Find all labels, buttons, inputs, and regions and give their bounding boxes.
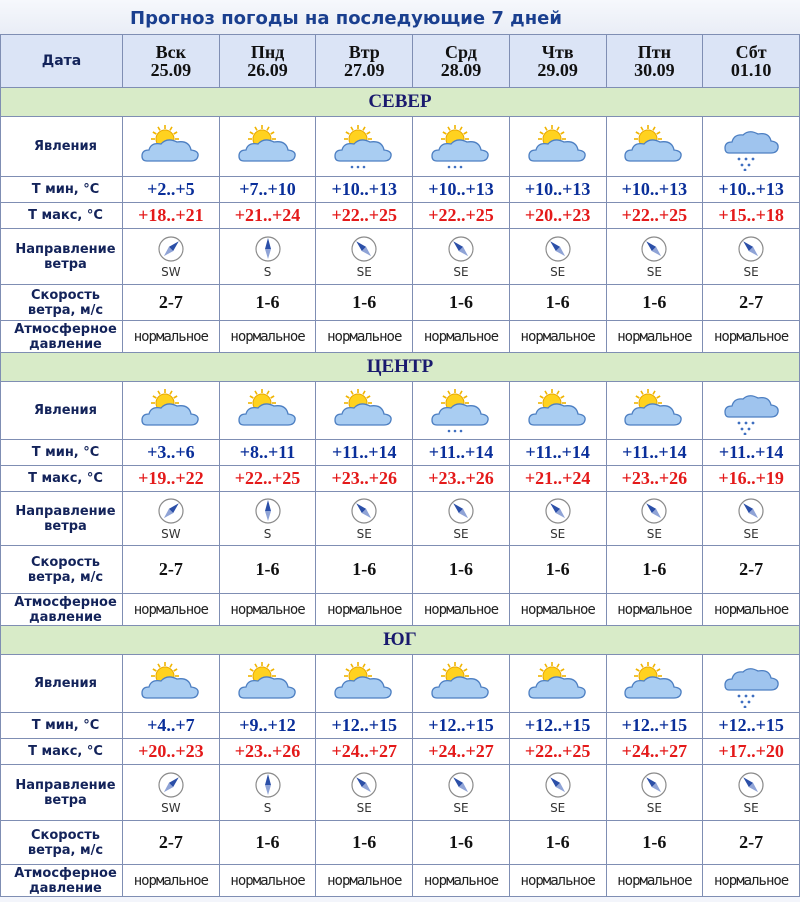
pressure-value: нормальное xyxy=(703,865,800,897)
region-name: ЦЕНТР xyxy=(1,353,800,382)
wind-speed-row xyxy=(1,821,800,865)
header-row xyxy=(1,35,800,88)
wind-direction-label: SE xyxy=(646,264,662,279)
wind-direction-cell xyxy=(509,765,606,821)
compass-icon xyxy=(220,497,316,525)
day-header xyxy=(509,35,606,88)
pressure-value: нормальное xyxy=(316,321,413,353)
sun-cloud-icon xyxy=(413,660,509,708)
sun-cloud-icon xyxy=(316,660,412,708)
wind-speed-value: 2-7 xyxy=(703,821,800,865)
pressure-value: нормальное xyxy=(509,865,606,897)
row-label-pressure: Атмосферное давление xyxy=(1,594,123,626)
sun-cloud-icon xyxy=(510,123,606,171)
wind-direction-label: SE xyxy=(356,526,372,541)
day-header xyxy=(219,35,316,88)
tmin-value: +3..+6 xyxy=(123,440,220,466)
weather-cell xyxy=(316,382,413,440)
wind-speed-value: 1-6 xyxy=(413,821,510,865)
wind-direction-label: SW xyxy=(161,264,181,279)
wind-direction-cell xyxy=(123,229,220,285)
compass-icon xyxy=(510,497,606,525)
weather-cell xyxy=(219,655,316,713)
pressure-row xyxy=(1,321,800,353)
wind-direction-label: SE xyxy=(453,264,469,279)
weather-cell xyxy=(123,117,220,177)
compass-icon xyxy=(316,497,412,525)
pressure-value: нормальное xyxy=(413,321,510,353)
tmax-value: +22..+25 xyxy=(219,466,316,492)
tmin-row xyxy=(1,440,800,466)
day-date: 30.09 xyxy=(634,60,675,80)
tmin-value: +10..+13 xyxy=(413,177,510,203)
tmax-value: +17..+20 xyxy=(703,739,800,765)
wind-direction-row xyxy=(1,492,800,546)
wind-direction-cell xyxy=(219,492,316,546)
tmin-row xyxy=(1,713,800,739)
tmax-value: +22..+25 xyxy=(316,203,413,229)
tmin-value: +4..+7 xyxy=(123,713,220,739)
tmax-value: +23..+26 xyxy=(316,466,413,492)
compass-icon xyxy=(703,497,799,525)
pressure-value: нормальное xyxy=(413,865,510,897)
weather-cell xyxy=(413,382,510,440)
tmax-value: +23..+26 xyxy=(413,466,510,492)
region-row xyxy=(1,626,800,655)
tmax-value: +21..+24 xyxy=(509,466,606,492)
tmax-row xyxy=(1,203,800,229)
row-label-tmax: Т макс, °С xyxy=(1,739,123,765)
sun-cloud-light-rain-icon xyxy=(316,123,412,171)
compass-icon xyxy=(123,497,219,525)
wind-direction-cell xyxy=(316,492,413,546)
compass-icon xyxy=(607,235,703,263)
wind-direction-label: SW xyxy=(161,526,181,541)
weather-cell xyxy=(606,655,703,713)
weather-cell xyxy=(123,655,220,713)
wind-speed-value: 1-6 xyxy=(219,285,316,321)
day-date: 28.09 xyxy=(440,60,482,80)
tmin-value: +9..+12 xyxy=(219,713,316,739)
sun-cloud-icon xyxy=(220,387,316,435)
wind-direction-label: SE xyxy=(743,526,759,541)
wind-direction-label: S xyxy=(263,264,272,279)
pressure-value: нормальное xyxy=(316,594,413,626)
tmin-value: +12..+15 xyxy=(316,713,413,739)
row-label-pressure: Атмосферное давление xyxy=(1,321,123,353)
pressure-value: нормальное xyxy=(219,594,316,626)
day-date: 25.09 xyxy=(150,60,192,80)
wind-speed-value: 1-6 xyxy=(509,821,606,865)
wind-speed-value: 1-6 xyxy=(316,546,413,594)
page-title: Прогноз погоды на последующие 7 дней xyxy=(130,8,562,29)
tmax-value: +19..+22 xyxy=(123,466,220,492)
pressure-value: нормальное xyxy=(606,321,703,353)
pressure-value: нормальное xyxy=(316,865,413,897)
wind-direction-cell xyxy=(413,492,510,546)
wind-direction-label: SE xyxy=(453,526,469,541)
compass-icon xyxy=(413,235,509,263)
phenomena-row xyxy=(1,655,800,713)
compass-icon xyxy=(607,771,703,799)
compass-icon xyxy=(220,235,316,263)
row-label-tmax: Т макс, °С xyxy=(1,466,123,492)
wind-direction-label: SE xyxy=(356,264,372,279)
weather-cell xyxy=(509,655,606,713)
tmin-value: +11..+14 xyxy=(509,440,606,466)
sun-cloud-icon xyxy=(510,387,606,435)
page-title-bar xyxy=(0,0,800,34)
sun-cloud-icon xyxy=(316,387,412,435)
wind-direction-cell xyxy=(606,492,703,546)
sun-cloud-icon xyxy=(123,660,219,708)
tmin-value: +11..+14 xyxy=(316,440,413,466)
date-header-label: Дата xyxy=(1,35,123,88)
tmin-value: +10..+13 xyxy=(703,177,800,203)
row-label-phenomena: Явления xyxy=(1,117,123,177)
day-date: 26.09 xyxy=(247,60,288,80)
weather-cell xyxy=(219,382,316,440)
wind-direction-label: S xyxy=(263,800,272,815)
day-name: Чтв xyxy=(541,42,574,62)
wind-direction-cell xyxy=(606,765,703,821)
sun-cloud-icon xyxy=(607,387,703,435)
wind-speed-value: 1-6 xyxy=(316,821,413,865)
row-label-phenomena: Явления xyxy=(1,655,123,713)
pressure-value: нормальное xyxy=(123,865,220,897)
tmax-value: +24..+27 xyxy=(413,739,510,765)
cloud-rain-icon xyxy=(703,660,799,708)
sun-cloud-light-rain-icon xyxy=(413,387,509,435)
day-name: Сбт xyxy=(735,42,767,62)
compass-icon xyxy=(413,497,509,525)
wind-speed-value: 1-6 xyxy=(413,546,510,594)
day-name: Втр xyxy=(348,42,380,62)
tmax-value: +18..+21 xyxy=(123,203,220,229)
phenomena-row xyxy=(1,117,800,177)
sun-cloud-icon xyxy=(123,123,219,171)
row-label-tmin: Т мин, °С xyxy=(1,713,123,739)
compass-icon xyxy=(123,771,219,799)
compass-icon xyxy=(220,771,316,799)
tmin-value: +2..+5 xyxy=(123,177,220,203)
tmax-value: +21..+24 xyxy=(219,203,316,229)
tmax-row xyxy=(1,739,800,765)
tmax-value: +23..+26 xyxy=(219,739,316,765)
tmin-value: +12..+15 xyxy=(413,713,510,739)
wind-direction-label: SE xyxy=(550,526,566,541)
wind-speed-value: 2-7 xyxy=(703,285,800,321)
compass-icon xyxy=(413,771,509,799)
row-label-tmax: Т макс, °С xyxy=(1,203,123,229)
wind-direction-cell xyxy=(123,765,220,821)
compass-icon xyxy=(510,235,606,263)
wind-direction-cell xyxy=(509,229,606,285)
pressure-value: нормальное xyxy=(509,594,606,626)
row-label-wind-direction: Направление ветра xyxy=(1,765,123,821)
wind-speed-value: 1-6 xyxy=(219,821,316,865)
wind-speed-value: 2-7 xyxy=(703,546,800,594)
row-label-tmin: Т мин, °С xyxy=(1,177,123,203)
tmax-value: +24..+27 xyxy=(316,739,413,765)
wind-speed-value: 1-6 xyxy=(509,285,606,321)
compass-icon xyxy=(316,771,412,799)
tmax-row xyxy=(1,466,800,492)
tmin-value: +12..+15 xyxy=(703,713,800,739)
row-label-wind-speed: Скорость ветра, м/с xyxy=(1,285,123,321)
compass-icon xyxy=(316,235,412,263)
tmin-value: +7..+10 xyxy=(219,177,316,203)
wind-direction-label: SE xyxy=(646,800,662,815)
weather-cell xyxy=(316,655,413,713)
pressure-row xyxy=(1,865,800,897)
tmin-value: +11..+14 xyxy=(606,440,703,466)
sun-cloud-icon xyxy=(510,660,606,708)
wind-direction-cell xyxy=(509,492,606,546)
tmin-value: +8..+11 xyxy=(219,440,316,466)
wind-direction-label: S xyxy=(263,526,272,541)
day-header xyxy=(413,35,510,88)
wind-direction-label: SE xyxy=(550,264,566,279)
row-label-wind-speed: Скорость ветра, м/с xyxy=(1,821,123,865)
pressure-value: нормальное xyxy=(123,321,220,353)
wind-direction-label: SE xyxy=(743,800,759,815)
tmax-value: +20..+23 xyxy=(509,203,606,229)
weather-cell xyxy=(606,382,703,440)
tmax-value: +22..+25 xyxy=(413,203,510,229)
wind-speed-value: 1-6 xyxy=(509,546,606,594)
day-header xyxy=(703,35,800,88)
wind-direction-cell xyxy=(413,229,510,285)
sun-cloud-icon xyxy=(123,387,219,435)
wind-direction-cell xyxy=(123,492,220,546)
wind-speed-value: 1-6 xyxy=(606,546,703,594)
pressure-value: нормальное xyxy=(703,321,800,353)
wind-direction-cell xyxy=(316,229,413,285)
weather-cell xyxy=(413,117,510,177)
weather-cell xyxy=(703,655,800,713)
tmin-value: +11..+14 xyxy=(703,440,800,466)
pressure-value: нормальное xyxy=(413,594,510,626)
wind-speed-value: 1-6 xyxy=(606,821,703,865)
phenomena-row xyxy=(1,382,800,440)
wind-direction-cell xyxy=(703,492,800,546)
compass-icon xyxy=(123,235,219,263)
wind-direction-cell xyxy=(703,229,800,285)
region-row xyxy=(1,88,800,117)
compass-icon xyxy=(607,497,703,525)
day-header xyxy=(606,35,703,88)
wind-direction-cell xyxy=(413,765,510,821)
wind-direction-cell xyxy=(219,229,316,285)
day-date: 01.10 xyxy=(730,60,772,80)
day-date: 29.09 xyxy=(537,60,578,80)
cloud-rain-icon xyxy=(703,123,799,171)
day-date: 27.09 xyxy=(344,60,385,80)
wind-direction-cell xyxy=(606,229,703,285)
wind-speed-value: 1-6 xyxy=(413,285,510,321)
sun-cloud-icon xyxy=(220,123,316,171)
tmin-value: +10..+13 xyxy=(316,177,413,203)
wind-speed-value: 2-7 xyxy=(123,821,220,865)
pressure-value: нормальное xyxy=(219,321,316,353)
tmax-value: +20..+23 xyxy=(123,739,220,765)
wind-speed-value: 2-7 xyxy=(123,285,220,321)
weather-cell xyxy=(703,117,800,177)
wind-direction-label: SE xyxy=(453,800,469,815)
wind-direction-row xyxy=(1,765,800,821)
wind-direction-label: SE xyxy=(646,526,662,541)
day-name: Пнд xyxy=(250,42,285,62)
wind-direction-row xyxy=(1,229,800,285)
wind-direction-label: SW xyxy=(161,800,181,815)
weather-cell xyxy=(509,117,606,177)
tmin-value: +10..+13 xyxy=(606,177,703,203)
pressure-row xyxy=(1,594,800,626)
weather-cell xyxy=(316,117,413,177)
pressure-value: нормальное xyxy=(703,594,800,626)
compass-icon xyxy=(703,771,799,799)
pressure-value: нормальное xyxy=(123,594,220,626)
wind-direction-label: SE xyxy=(743,264,759,279)
region-row xyxy=(1,353,800,382)
day-header xyxy=(316,35,413,88)
day-name: Вск xyxy=(155,42,187,62)
row-label-wind-direction: Направление ветра xyxy=(1,229,123,285)
sun-cloud-light-rain-icon xyxy=(413,123,509,171)
weather-cell xyxy=(509,382,606,440)
wind-direction-cell xyxy=(316,765,413,821)
wind-speed-row xyxy=(1,546,800,594)
forecast-table xyxy=(0,34,800,897)
row-label-wind-speed: Скорость ветра, м/с xyxy=(1,546,123,594)
wind-speed-value: 1-6 xyxy=(316,285,413,321)
tmin-value: +12..+15 xyxy=(509,713,606,739)
tmax-value: +22..+25 xyxy=(606,203,703,229)
tmin-value: +10..+13 xyxy=(509,177,606,203)
sun-cloud-icon xyxy=(607,660,703,708)
tmin-value: +11..+14 xyxy=(413,440,510,466)
sun-cloud-icon xyxy=(607,123,703,171)
wind-speed-value: 2-7 xyxy=(123,546,220,594)
tmax-value: +15..+18 xyxy=(703,203,800,229)
wind-speed-value: 1-6 xyxy=(606,285,703,321)
weather-cell xyxy=(123,382,220,440)
day-header xyxy=(123,35,220,88)
tmax-value: +23..+26 xyxy=(606,466,703,492)
wind-direction-cell xyxy=(703,765,800,821)
weather-cell xyxy=(606,117,703,177)
weather-cell xyxy=(219,117,316,177)
weather-cell xyxy=(413,655,510,713)
row-label-phenomena: Явления xyxy=(1,382,123,440)
tmin-value: +12..+15 xyxy=(606,713,703,739)
wind-direction-cell xyxy=(219,765,316,821)
region-name: СЕВЕР xyxy=(1,88,800,117)
day-name: Срд xyxy=(445,42,477,62)
compass-icon xyxy=(703,235,799,263)
row-label-wind-direction: Направление ветра xyxy=(1,492,123,546)
compass-icon xyxy=(510,771,606,799)
wind-speed-row xyxy=(1,285,800,321)
tmax-value: +16..+19 xyxy=(703,466,800,492)
row-label-tmin: Т мин, °С xyxy=(1,440,123,466)
pressure-value: нормальное xyxy=(509,321,606,353)
sun-cloud-icon xyxy=(220,660,316,708)
pressure-value: нормальное xyxy=(219,865,316,897)
tmax-value: +22..+25 xyxy=(509,739,606,765)
wind-direction-label: SE xyxy=(356,800,372,815)
wind-speed-value: 1-6 xyxy=(219,546,316,594)
weather-cell xyxy=(703,382,800,440)
tmin-row xyxy=(1,177,800,203)
tmax-value: +24..+27 xyxy=(606,739,703,765)
cloud-rain-icon xyxy=(703,387,799,435)
day-name: Птн xyxy=(637,42,671,62)
row-label-pressure: Атмосферное давление xyxy=(1,865,123,897)
region-name: ЮГ xyxy=(1,626,800,655)
pressure-value: нормальное xyxy=(606,865,703,897)
wind-direction-label: SE xyxy=(550,800,566,815)
pressure-value: нормальное xyxy=(606,594,703,626)
